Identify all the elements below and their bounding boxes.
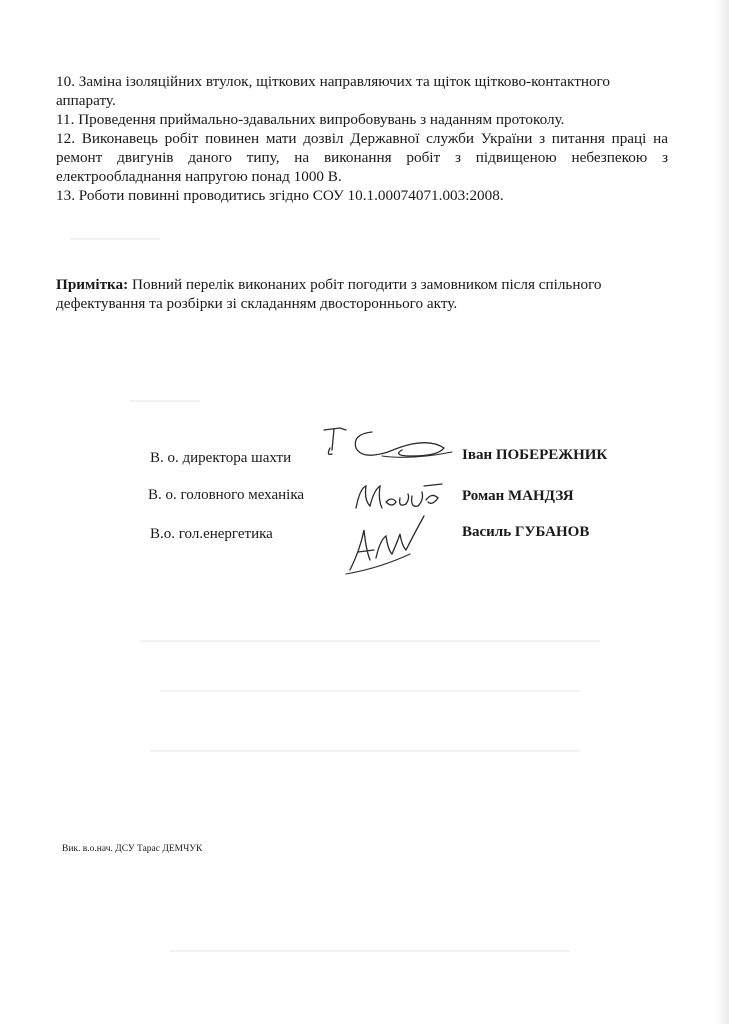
signatory-energy-position: В.о. гол.енергетика	[150, 526, 273, 542]
signatory-director-name: Іван ПОБЕРЕЖНИК	[462, 447, 608, 463]
signatory-director-position: В. о. директора шахти	[150, 450, 292, 466]
work-item-13: 13. Роботи повинні проводитись згідно СОУ 10.1.00074071.003:2008.	[56, 187, 504, 204]
scan-artifact	[170, 950, 570, 952]
signatory-energy-name: Василь ГУБАНОВ	[462, 524, 590, 540]
scan-artifact	[130, 400, 200, 402]
scan-artifact	[160, 690, 580, 692]
note-text: Повний перелік виконаних робіт погодити з замовником після спільного дефектування та розбірки зі складанням двостороннього акту.	[56, 276, 602, 312]
executor-footer: Вик. в.о.нач. ДСУ Тарас ДЕМЧУК	[62, 844, 203, 854]
energy-signature	[340, 510, 440, 580]
work-item-12: 12. Виконавець робіт повинен мати дозвіл Державної служби України з питання праці на ремонт двигунів даного типу, на виконання робіт з підвищеною небезпекою з електрообладнання напругою понад 1000 В.	[56, 130, 668, 185]
scan-artifact	[140, 640, 600, 642]
scan-edge	[715, 0, 729, 1024]
signatory-mechanic-position: В. о. головного механіка	[148, 487, 305, 503]
work-item-11: 11. Проведення приймально-здавальних випробовувань з наданням протоколу.	[56, 111, 565, 128]
signatory-mechanic-name: Роман МАНДЗЯ	[462, 488, 574, 504]
note-paragraph	[56, 275, 668, 313]
director-signature	[312, 420, 462, 470]
note-label: Примітка:	[56, 276, 129, 293]
work-items-list	[56, 72, 668, 205]
scan-artifact	[150, 750, 580, 752]
scan-artifact	[70, 238, 160, 240]
work-item-10: 10. Заміна ізоляційних втулок, щіткових направляючих та щіток щітково-контактного аппарату.	[56, 73, 610, 109]
